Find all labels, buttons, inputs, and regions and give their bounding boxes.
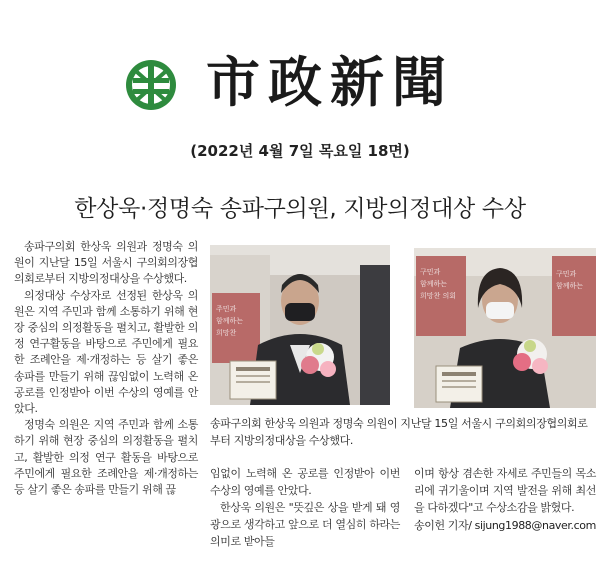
article-right-column [414,465,596,534]
article-mid-column [210,465,400,550]
masthead-title: 市政新聞 [206,50,454,114]
reporter-byline: 송이헌 기자/ sijung1988@naver.com [414,519,596,532]
paragraph: 의정대상 수상자로 선정된 한상욱 의원은 지역 주민과 함께 소통하기 위해 현장 중심의 의정활동을 펼치고, 활발한 의정 연구활동을 바탕으로 주민에게 필요한 조례안을 제·개정하는 등 살기 좋은 송파를 만들기 위해 끊임없이 노력해 온 공로를 인정받아 이번 수상의 영예를 안았다. [14,288,198,416]
sign-text: 주민과 [216,305,237,313]
svg-text:구민과: 구민과 [420,268,441,276]
paragraph: 한상욱 의원은 "뜻깊은 상을 받게 돼 영광으로 생각하고 앞으로 더 열심히 하라는 의미로 받아들 [210,501,400,548]
photo-caption: 송파구의회 한상욱 의원과 정명숙 의원이 지난달 15일 서울시 구의회의장협의회로부터 지방의정대상을 수상했다. [210,417,588,447]
svg-text:희망찬 의회: 희망찬 의회 [420,292,457,300]
svg-text:함께하는: 함께하는 [420,280,448,288]
paragraph: 송파구의회 한상욱 의원과 정명숙 의원이 지난달 15일 서울시 구의회의장협의회로부터 지방의정대상을 수상했다. [14,240,198,286]
svg-text:함께하는: 함께하는 [556,282,584,290]
photo-han-sangwook [210,245,390,405]
paragraph: 이며 항상 겸손한 자세로 주민들의 목소리에 귀기울이며 지역 발전을 위해 최선을 다하겠다"고 수상소감을 밝혔다. [414,467,596,514]
svg-text:희망찬: 희망찬 [216,329,237,337]
photo-jung-myungsook [414,248,596,408]
paragraph: 정명숙 의원은 지역 주민과 함께 소통하기 위해 현장 중심의 의정활동을 펼치고, 활발한 의정 연구 활동을 바탕으로 주민에게 필요한 조례안을 제·개정하는 등 살기 좋은 송파를 만들기 위해 끊 [14,418,198,497]
svg-text:구민과: 구민과 [556,270,577,278]
article-left-column [14,239,198,498]
songpa-emblem-logo [124,58,178,112]
dateline: (2022년 4월 7일 목요일 18면) [190,142,410,160]
article-headline: 한상욱·정명숙 송파구의원, 지방의정대상 수상 [74,196,526,222]
paragraph: 임없이 노력해 온 공로를 인정받아 이번 수상의 영예를 안았다. [210,467,400,497]
svg-text:함께하는: 함께하는 [216,317,244,325]
